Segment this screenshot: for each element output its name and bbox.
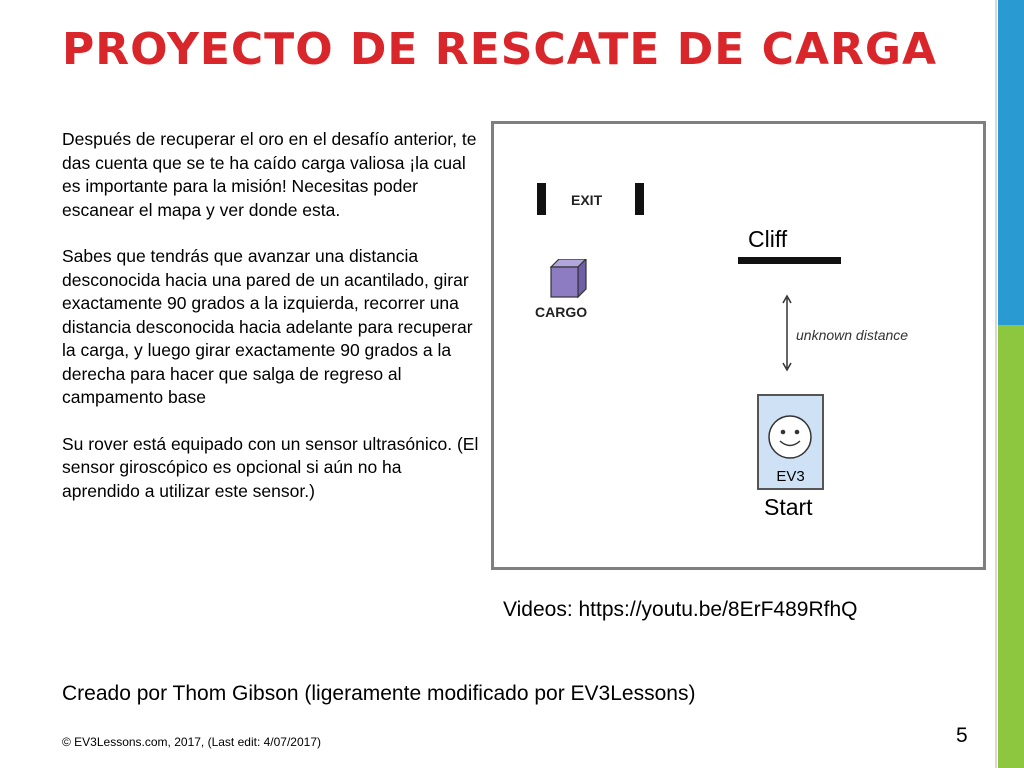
videos-link-text: Videos: https://youtu.be/8ErF489RfhQ [503, 598, 858, 621]
paragraph-sensor: Su rover está equipado con un sensor ultrasónico. (El sensor giroscópico es opcional si aún no ha aprendido a utilizar este sensor.) [62, 433, 479, 501]
unknown-distance-label: unknown distance [796, 327, 909, 343]
exit-label: EXIT [571, 192, 603, 208]
side-divider-line [995, 0, 997, 768]
ev3-robot [757, 394, 824, 490]
exit-wall-left [537, 183, 546, 215]
distance-arrow-icon [780, 294, 794, 372]
cargo-label: CARGO [535, 304, 588, 320]
side-accent-bars [998, 0, 1024, 768]
side-bar-green [998, 325, 1024, 768]
page-number: 5 [956, 724, 968, 747]
footer-copyright: © EV3Lessons.com, 2017, (Last edit: 4/07/2017) [62, 735, 321, 749]
cliff-label: Cliff [748, 226, 788, 252]
ev3-label: EV3 [776, 468, 805, 485]
slide-title: PROYECTO DE RESCATE DE CARGA [62, 24, 938, 75]
smiley-face-icon [767, 414, 813, 460]
paragraph-intro: Después de recuperar el oro en el desafío anterior, te das cuenta que se te ha caído carga valiosa ¡la cual es importante para la misión! Necesitas poder escanear el mapa y ver donde esta. [62, 129, 477, 220]
side-bar-blue [998, 0, 1024, 325]
body-text [62, 128, 480, 526]
cliff-wall-line [738, 257, 841, 264]
credit-text: Creado por Thom Gibson (ligeramente modificado por EV3Lessons) [62, 682, 696, 705]
start-label: Start [764, 494, 813, 520]
paragraph-instructions: Sabes que tendrás que avanzar una distancia desconocida hacia una pared de un acantilado, girar exactamente 90 grados a la izquierda, recorrer una distancia desconocida hacia adelante para recuperar la carga, y luego girar exactamente 90 grados a la derecha para hacer que salga de regreso al campamento base [62, 246, 473, 407]
cargo-cube-icon [548, 259, 588, 299]
exit-wall-right [635, 183, 644, 215]
mission-map-diagram [491, 121, 986, 570]
